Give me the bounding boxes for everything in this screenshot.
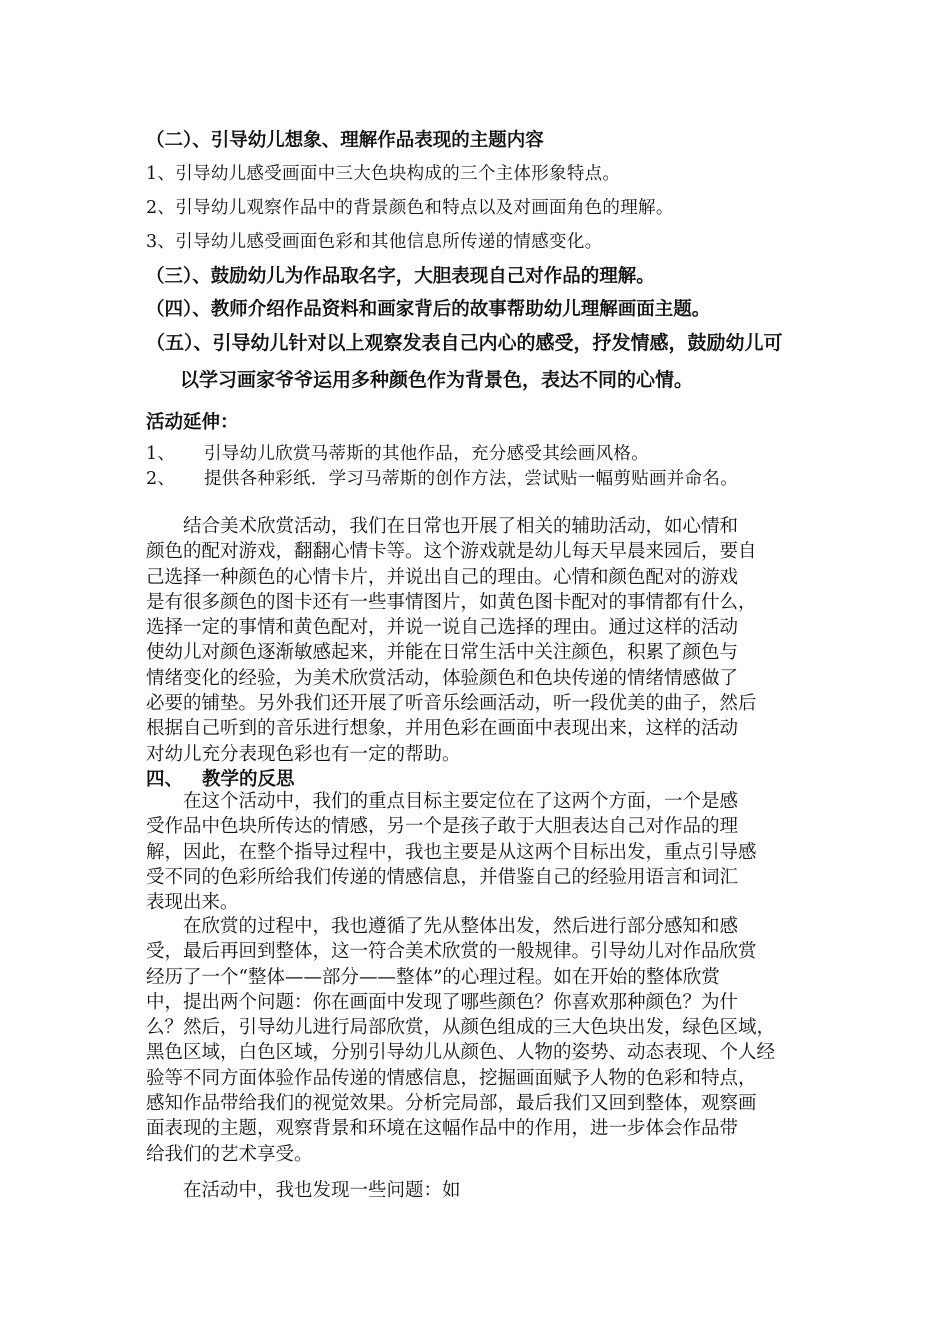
section-three-heading: （三）、鼓励幼儿为作品取名字，大胆表现自己对作品的理解。 (146, 266, 655, 287)
extension-item-1-text: 引导幼儿欣赏马蒂斯的其他作品，充分感受其绘画风格。 (204, 444, 649, 464)
reflection-paragraph-3: 在活动中，我也发现一些问题：如 (146, 1180, 461, 1201)
section-two-item-1: 1、引导幼儿感受画面中三大色块构成的三个主体形象特点。 (146, 164, 621, 184)
extension-item-1-number: 1、 (146, 444, 176, 464)
auxiliary-activities-paragraph: 结合美术欣赏活动，我们在日常也开展了相关的辅助活动，如心情和 颜色的配对游戏，翻翻心情卡等。这个游戏就是幼儿每天早晨来园后，要自 己选择一种颜色的心情卡片，并说出自己的理由。心情和颜色配对的游戏 是有很多颜色的图卡还有一些事情图片，如黄色图卡配对的事情都有什么， 选择一定的事情和黄色配对，并说一说自己选择的理由。通过这样的活动 使幼儿对颜色逐渐敏感起来，并能在日常生活中关注颜色，积累了颜色与 情绪变化的经验，为美术欣赏活动，体验颜色和色块传递的情绪情感做了 必要的铺垫。另外我们还开展了听音乐绘画活动，听一段优美的曲子，然后 根据自己听到的音乐进行想象，并用色彩在画面中表现出来，这样的活动 对幼儿充分表现色彩也有一定的帮助。 (146, 516, 757, 765)
section-five-line-1: （五）、引导幼儿针对以上观察发表自己内心的感受，抒发情感，鼓励幼儿可 (146, 332, 783, 354)
section-two-item-3: 3、引导幼儿感受画面色彩和其他信息所传递的情感变化。 (146, 232, 603, 252)
section-five-line-2: 以学习画家爷爷运用多种颜色作为背景色，表达不同的心情。 (180, 369, 694, 391)
extension-item-2-text: 提供各种彩纸．学习马蒂斯的创作方法，尝试贴一幅剪贴画并命名。 (204, 469, 738, 489)
extension-item-2 (146, 465, 738, 490)
reflection-heading (146, 765, 295, 791)
reflection-title: 教学的反思 (202, 769, 295, 790)
reflection-paragraph-2: 在欣赏的过程中，我也遵循了先从整体出发，然后进行部分感知和感 受，最后再回到整体，这一符合美术欣赏的一般规律。引导幼儿对作品欣赏 经历了一个“整体——部分——整体”的心理过程。如在开始的整体欣赏 中，提出两个问题：你在画面中发现了哪些颜色？你喜欢那种颜色？为什 么？然后，引导幼儿进行局部欣赏，从颜色组成的三大色块出发，绿色区域， 黑色区域，白色区域，分别引导幼儿从颜色、人物的姿势、动态表现、个人经 验等不同方面体验作品传递的情感信息，挖掘画面赋予人物的色彩和特点， 感知作品带给我们的视觉效果。分析完局部，最后我们又回到整体，观察画 面表现的主题，观察背景和环境在这幅作品中的作用，进一步体会作品带 给我们的艺术享受。 (146, 916, 776, 1165)
reflection-number: 四、 (146, 769, 184, 790)
reflection-paragraph-1: 在这个活动中，我们的重点目标主要定位在了这两个方面，一个是感 受作品中色块所传达的情感，另一个是孩子敢于大胆表达自己对作品的理 解，因此，在整个指导过程中，我也主要是从这两个目标出发，重点引导感 受不同的色彩所给我们传递的情感信息，并借鉴自己的经验用语言和词汇 表现出来。 (146, 791, 757, 914)
extension-item-2-number: 2、 (146, 469, 176, 489)
section-two-item-2: 2、引导幼儿观察作品中的背景颜色和特点以及对画面角色的理解。 (146, 198, 674, 218)
section-four-heading: （四）、教师介绍作品资料和画家背后的故事帮助幼儿理解画面主题。 (146, 299, 711, 320)
extension-item-1 (146, 440, 649, 465)
extension-heading: 活动延伸： (146, 412, 239, 433)
section-two-heading: （二）、引导幼儿想象、理解作品表现的主题内容 (146, 130, 544, 151)
